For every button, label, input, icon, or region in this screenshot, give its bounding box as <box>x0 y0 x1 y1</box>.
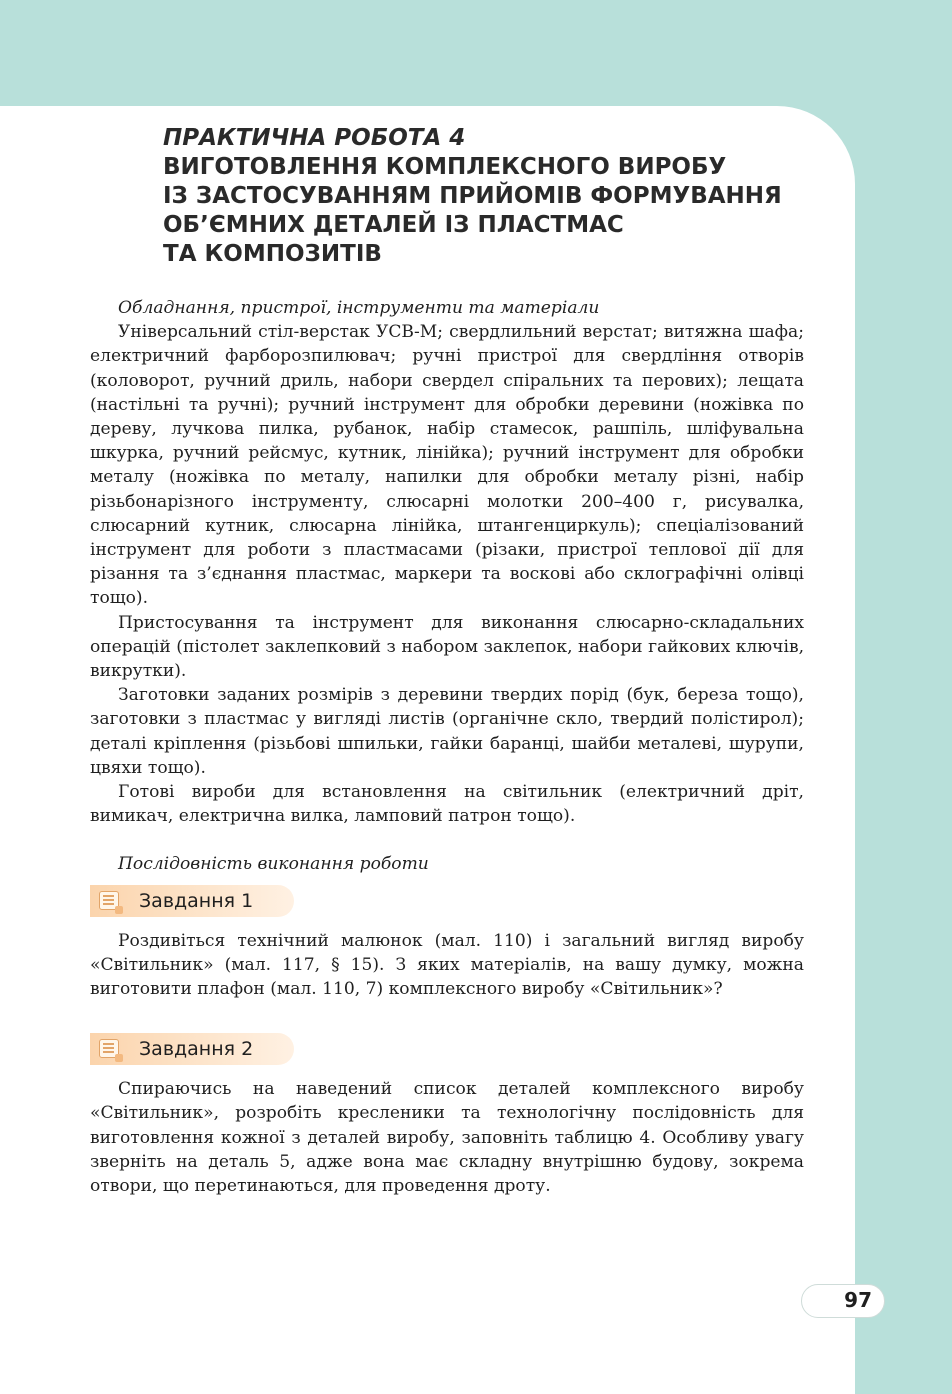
task-1-label: Завдання 1 <box>139 889 254 912</box>
page-title <box>163 124 823 269</box>
task-notepad-icon <box>99 891 119 910</box>
task-2-text: Спираючись на наведений список деталей комплексного виробу «Світильник», розробіть кресленики та технологічну послідовність для виготовлення кожної з деталей виробу, заповніть таблицю 4. Особливу увагу зверніть на деталь 5, адже вона має складну внутрішню будову, зокрема отвори, що перетинаються, для проведення дроту. <box>90 1079 804 1197</box>
sequence-heading: Послідовність виконання роботи <box>118 854 429 875</box>
task-2-label: Завдання 2 <box>139 1038 254 1061</box>
page-number: 97 <box>844 1288 872 1312</box>
equipment-paragraph: Готові вироби для встановлення на світильник (електричний дріт, вимикач, електрична вилка, ламповий патрон тощо). <box>90 782 804 827</box>
task-notepad-icon <box>99 1039 119 1058</box>
title-line: ОБ’ЄМНИХ ДЕТАЛЕЙ ІЗ ПЛАСТМАС <box>163 212 624 238</box>
equipment-heading: Обладнання, пристрої, інструменти та матеріали <box>118 298 600 318</box>
page-number-badge <box>801 1284 885 1318</box>
task-1-badge <box>90 885 294 917</box>
title-line: ВИГОТОВЛЕННЯ КОМПЛЕКСНОГО ВИРОБУ <box>163 154 727 180</box>
equipment-paragraph: Універсальний стіл-верстак УСВ-М; свердлильний верстат; витяжна шафа; електричний фарборозпилювач; ручні пристрої для свердління отворів (коловорот, ручний дриль, набори свердел спіральних та перових); лещата (настільні та ручні); ручний інструмент для обробки деревини (ножівка по дереву, лучкова пилка, рубанок, набір стамесок, рашпіль, шліфувальна шкурка, ручний рейсмус, кутник, лінійка); ручний інструмент для обробки металу (ножівка по металу, напилки для обробки металу різні, набір різьбонарізного інструменту, слюсарні молотки 200–400 г, рисувалка, слюсарний кутник, слюсарна лінійка, штангенциркуль); спеціалізований інструмент для роботи з пластмасами (різаки, пристрої теплової дії для різання та з’єднання пластмас, маркери та воскові або склографічні олівці тощо). <box>90 322 804 609</box>
equipment-paragraph: Заготовки заданих розмірів з деревини твердих порід (бук, береза тощо), заготовки з пластмас у вигляді листів (органічне скло, твердий полістирол); деталі кріплення (різьбові шпильки, гайки баранці, шайби металеві, шурупи, цвяхи тощо). <box>90 685 804 778</box>
title-line: ІЗ ЗАСТОСУВАННЯМ ПРИЙОМІВ ФОРМУВАННЯ <box>163 183 782 209</box>
title-line: ТА КОМПОЗИТІВ <box>163 241 382 267</box>
task-1-text: Роздивіться технічний малюнок (мал. 110) і загальний вигляд виробу «Світильник» (мал. 117, § 15). З яких матеріалів, на вашу думку, можна виготовити плафон (мал. 110, 7) комплексного виробу «Світильник»? <box>90 930 804 1000</box>
task-2-badge <box>90 1033 294 1065</box>
title-kicker: ПРАКТИЧНА РОБОТА 4 <box>163 125 466 151</box>
equipment-paragraph: Пристосування та інструмент для виконання слюсарно-складальних операцій (пістолет заклепковий з набором заклепок, набори гайкових ключів, викрутки). <box>90 612 804 682</box>
page-content <box>90 296 804 1198</box>
